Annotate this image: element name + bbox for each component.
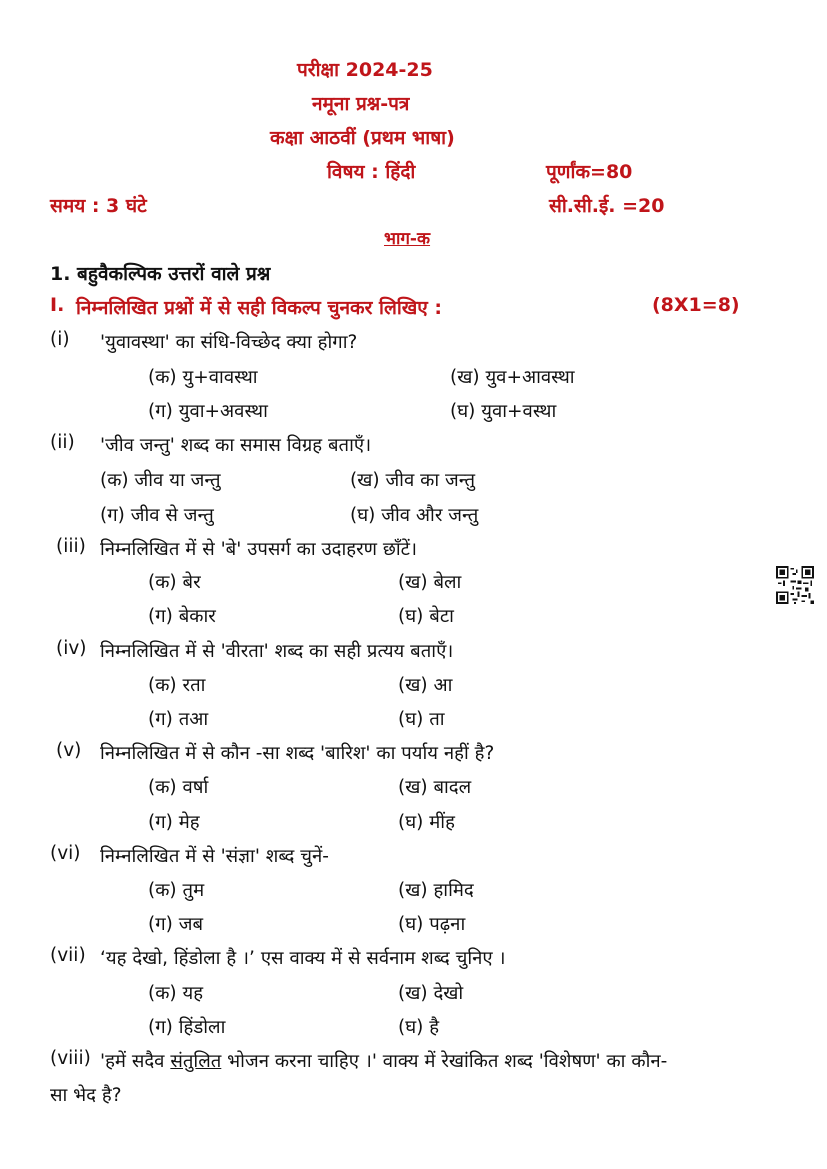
option: (ग) मेह — [148, 812, 200, 833]
cce-marks: सी.सी.ई. =20 — [549, 195, 665, 217]
option: (ख) बादल — [398, 777, 472, 798]
option: (क) यु+वावस्था — [148, 367, 258, 388]
section-heading: भाग-क — [384, 229, 431, 249]
option: (क) वर्षा — [148, 777, 209, 798]
option: (घ) बेटा — [398, 606, 454, 627]
class-label: कक्षा आठवीं (प्रथम भाषा) — [270, 127, 455, 149]
question-number: (iv) — [56, 638, 87, 659]
qr-code-icon — [776, 566, 814, 604]
question-text: ‘यह देखो, हिंडोला है ।’ एस वाक्य में से सर्वनाम शब्द चुनिए । — [100, 948, 506, 969]
subject-label: विषय : हिंदी — [327, 161, 416, 183]
instruction-label: I. — [50, 294, 65, 316]
option: (ग) जब — [148, 914, 204, 935]
time-label: समय : 3 घंटे — [50, 195, 147, 217]
question-number: (v) — [56, 740, 82, 761]
instruction-marks: (8X1=8) — [652, 294, 740, 316]
option: (घ) पढ़ना — [398, 914, 466, 935]
question-text: निम्नलिखित में से 'संज्ञा' शब्द चुनें- — [100, 846, 329, 867]
option: (क) बेर — [148, 572, 201, 593]
question-text-part: 'हमें सदैव — [100, 1051, 171, 1072]
option: (ग) हिंडोला — [148, 1017, 226, 1038]
question-text-part: भोजन करना चाहिए ।' वाक्य में रेखांकित शब्द 'विशेषण' का कौन- — [221, 1051, 668, 1072]
question-number: (iii) — [56, 536, 86, 557]
option: (ग) जीव से जन्तु — [100, 505, 214, 526]
option: (ख) देखो — [398, 983, 464, 1004]
question-text: 'युवावस्था' का संधि-विच्छेद क्या होगा? — [100, 332, 358, 353]
question-text: निम्नलिखित में से कौन -सा शब्द 'बारिश' का पर्याय नहीं है? — [100, 743, 495, 764]
option: (ग) युवा+अवस्था — [148, 401, 268, 422]
question-number: (vi) — [50, 843, 81, 864]
paper-type: नमूना प्रश्न-पत्र — [312, 93, 410, 115]
option: (घ) है — [398, 1017, 440, 1038]
option: (ख) युव+आवस्था — [450, 367, 575, 388]
underlined-word: संतुलित — [170, 1051, 222, 1072]
section1-title: 1. बहुवैकल्पिक उत्तरों वाले प्रश्न — [50, 263, 271, 285]
question-number: (vii) — [50, 945, 86, 966]
instruction-text: निम्नलिखित प्रश्नों में से सही विकल्प चुनकर लिखिए : — [76, 297, 443, 319]
question-number: (ii) — [50, 432, 75, 453]
full-marks: पूर्णांक=80 — [546, 161, 633, 183]
option: (ख) जीव का जन्तु — [350, 470, 475, 491]
option: (ख) बेला — [398, 572, 462, 593]
option: (ख) हामिद — [398, 880, 474, 901]
option: (क) तुम — [148, 880, 205, 901]
option: (घ) जीव और जन्तु — [350, 505, 479, 526]
question-number: (i) — [50, 329, 70, 350]
question-text: निम्नलिखित में से 'बे' उपसर्ग का उदाहरण छाँटें। — [100, 539, 418, 560]
option: (घ) मींह — [398, 812, 455, 833]
option: (घ) ता — [398, 709, 445, 730]
question-text: निम्नलिखित में से 'वीरता' शब्द का सही प्रत्यय बताएँ। — [100, 641, 454, 662]
option: (ग) तआ — [148, 709, 209, 730]
option: (क) रता — [148, 675, 206, 696]
exam-title: परीक्षा 2024-25 — [297, 59, 433, 81]
question-text — [100, 1048, 667, 1073]
option: (ग) बेकार — [148, 606, 216, 627]
question-text: 'जीव जन्तु' शब्द का समास विग्रह बताएँ। — [100, 435, 372, 456]
question-text-continuation: सा भेद है? — [50, 1085, 122, 1106]
option: (ख) आ — [398, 675, 453, 696]
question-number: (viii) — [50, 1048, 91, 1069]
option: (घ) युवा+वस्था — [450, 401, 557, 422]
option: (क) जीव या जन्तु — [100, 470, 221, 491]
option: (क) यह — [148, 983, 204, 1004]
